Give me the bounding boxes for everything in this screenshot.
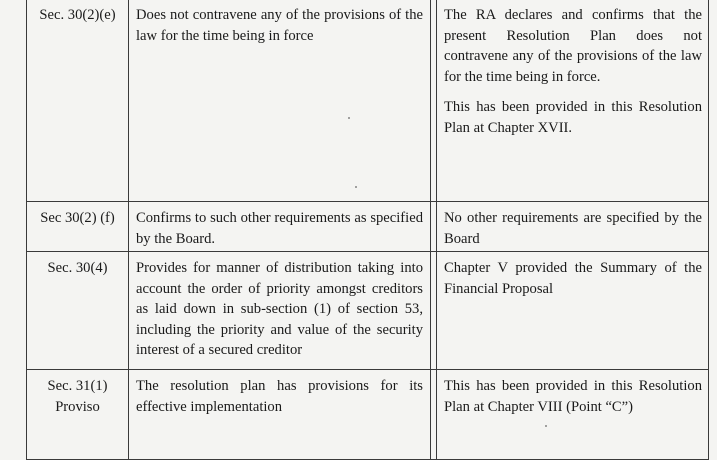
requirement-cell: Provides for manner of distribution taking into account the order of priority amongst creditors as laid down in sub-section (1) of section 53, including the priority and value of the security interest of a secured creditor (129, 252, 431, 370)
response-paragraph: This has been provided in this Resolution Plan at Chapter XVII. (444, 99, 702, 136)
response-paragraph: No other requirements are specified by the Board (444, 210, 702, 247)
response-paragraph: This has been provided in this Resolution Plan at Chapter VIII (Point “C”) (444, 378, 702, 415)
table-row (27, 0, 709, 202)
response-cell (437, 202, 709, 252)
response-paragraph: The RA declares and confirms that the present Resolution Plan does not contravene any of the provisions of the law for the time being in force. (444, 7, 702, 85)
requirement-cell: The resolution plan has provisions for its effective implementation (129, 370, 431, 460)
compliance-table (26, 0, 709, 460)
response-cell (437, 370, 709, 460)
section-line: Proviso (55, 398, 100, 415)
requirement-cell: Confirms to such other requirements as specified by the Board. (129, 202, 431, 252)
response-paragraph: Chapter V provided the Summary of the Financial Proposal (444, 260, 702, 297)
section-cell (27, 370, 129, 460)
response-cell (437, 0, 709, 202)
response-cell (437, 252, 709, 370)
section-line: Sec. 31(1) (47, 378, 108, 394)
scan-speck (348, 117, 350, 119)
section-cell: Sec. 30(2)(e) (27, 0, 129, 202)
table-row (27, 370, 709, 460)
table-row (27, 252, 709, 370)
scan-speck (545, 425, 547, 427)
scan-speck (355, 186, 357, 188)
requirement-cell: Does not contravene any of the provisions of the law for the time being in force (129, 0, 431, 202)
table-row (27, 202, 709, 252)
section-cell: Sec. 30(4) (27, 252, 129, 370)
section-cell: Sec 30(2) (f) (27, 202, 129, 252)
